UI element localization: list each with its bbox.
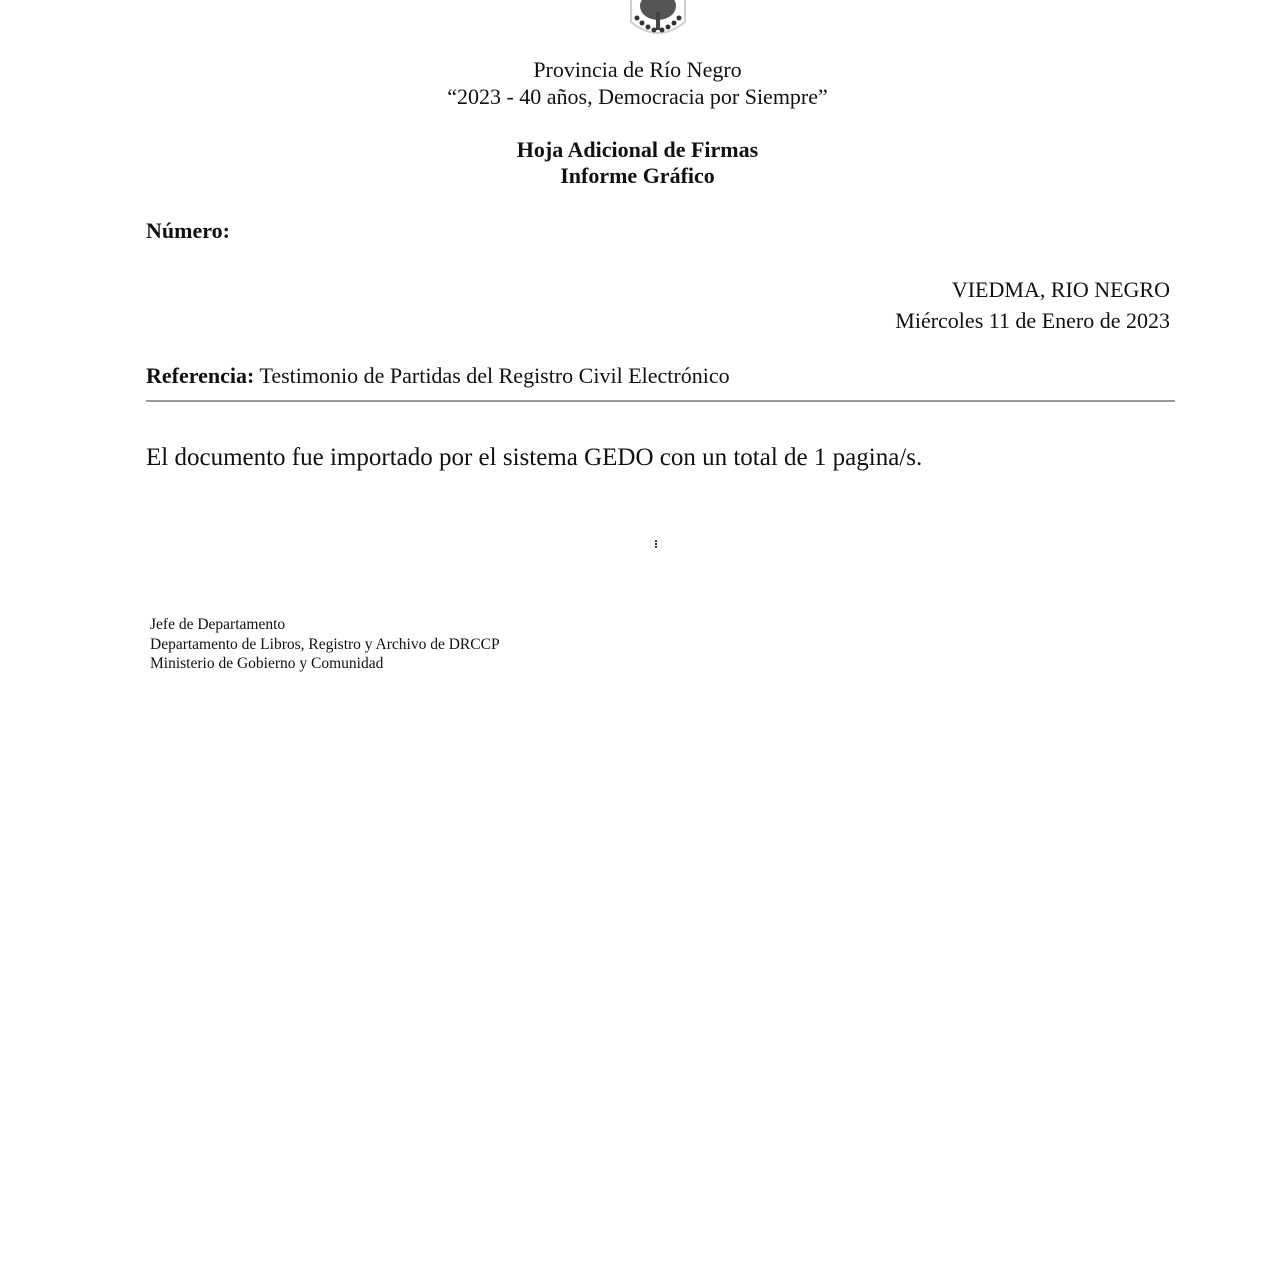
divider [146, 400, 1175, 402]
reference-label: Referencia: [146, 363, 255, 388]
document-title: Hoja Adicional de Firmas [516, 137, 759, 162]
signature-mark-icon [655, 540, 658, 550]
signer-role: Jefe de Departamento [150, 616, 286, 633]
signer-department: Departamento de Libros, Registro y Archivo de DRCCP [150, 636, 500, 653]
number-field [146, 217, 230, 245]
city: VIEDMA, RIO NEGRO [951, 277, 1170, 302]
coat-of-arms-icon [627, 0, 689, 44]
reference [146, 362, 730, 390]
number-label: Número: [146, 218, 230, 243]
reference-value: Testimonio de Partidas del Registro Civil Electrónico [259, 363, 730, 388]
motto: “2023 - 40 años, Democracia por Siempre” [447, 84, 828, 109]
document-subtitle: Informe Gráfico [560, 163, 715, 188]
body-text: El documento fue importado por el sistema GEDO con un total de 1 pagina/s. [146, 444, 923, 471]
province-name: Provincia de Río Negro [533, 57, 742, 82]
date: Miércoles 11 de Enero de 2023 [895, 308, 1170, 333]
signer-ministry: Ministerio de Gobierno y Comunidad [150, 655, 384, 672]
